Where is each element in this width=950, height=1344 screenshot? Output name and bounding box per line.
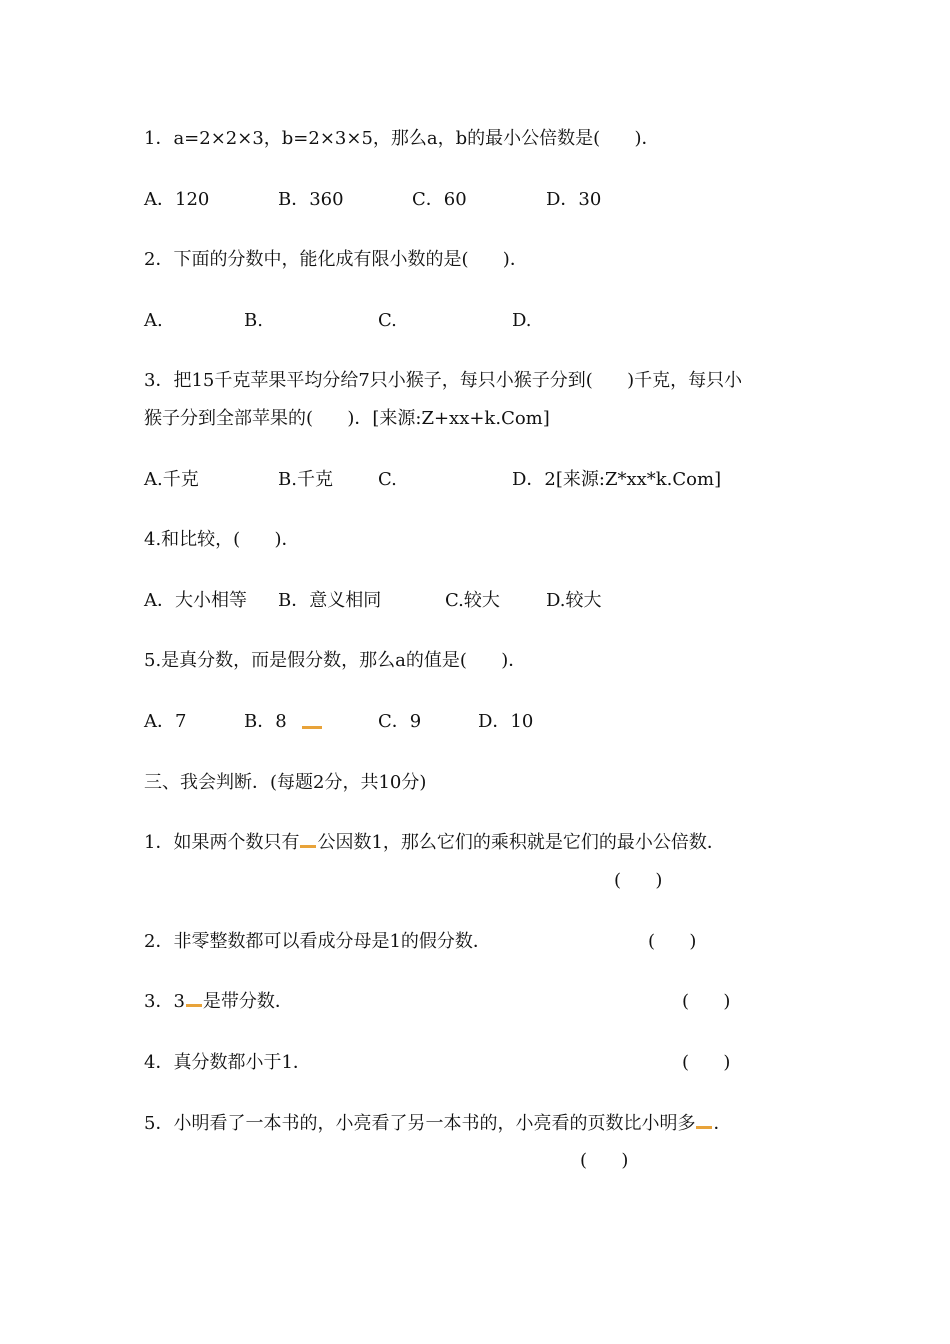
question-4-text: 4.和比较，( )． [144,529,300,550]
question-2-text: 2．下面的分数中，能化成有限小数的是( )． [144,249,528,270]
question-3-option-d: D．2[来源:Z*xx*k.Com] [512,469,722,490]
question-4-option-a: A．大小相等 [144,590,247,611]
judge-item-3 [144,990,293,1014]
judge-item-1-answer-blank: ( ) [614,870,663,891]
question-4-option-b: B．意义相同 [278,590,382,611]
question-1-option-d: D．30 [546,189,602,210]
question-4-option-d: D.较大 [546,590,602,611]
question-1-option-c: C．60 [412,189,467,210]
question-2-option-c: C. [378,310,397,331]
question-3-text-line-2: 猴子分到全部苹果的( )．[来源:Z+xx+k.Com] [144,408,550,429]
judge-item-3-before: 3．3 [144,991,185,1012]
judge-item-2: 2．非零整数都可以看成分母是1的假分数． [144,931,491,952]
judge-item-2-answer-blank: ( ) [648,931,697,952]
question-3-option-b: B.千克 [278,469,333,490]
judge-item-3-after: 是带分数． [202,991,293,1012]
question-1-option-b: B．360 [278,189,344,210]
question-4-option-c: C.较大 [445,590,500,611]
judge-item-3-answer-blank: ( ) [682,991,731,1012]
judge-item-4: 4．真分数都小于1． [144,1052,311,1073]
question-2-option-d: D. [512,310,532,331]
question-5-text: 5.是真分数，而是假分数，那么a的值是( )． [144,650,527,671]
judge-item-1 [144,831,725,855]
question-3-option-c: C. [378,469,397,490]
section-heading-judge: 三、我会判断．(每题2分，共10分) [144,772,427,793]
highlight-mark [300,845,316,848]
highlight-mark [696,1126,712,1129]
question-5-option-a: A．7 [144,711,187,732]
highlight-mark [302,726,322,729]
question-1-text: 1．a=2×2×3，b=2×3×5，那么a，b的最小公倍数是( )． [144,128,660,149]
question-3-option-a: A.千克 [144,469,199,490]
question-1-option-a: A．120 [144,189,210,210]
highlight-mark [186,1004,202,1007]
judge-item-5-after: ． [713,1113,732,1134]
judge-item-5-before: 5．小明看了一本书的，小亮看了另一本书的，小亮看的页数比小明多 [144,1113,696,1134]
judge-item-1-after: 公因数1，那么它们的乘积就是它们的最小公倍数． [317,832,725,853]
question-5-option-d: D．10 [478,711,534,732]
question-5-option-b: B．8 [244,711,287,732]
question-2-option-b: B. [244,310,263,331]
judge-item-5 [144,1112,731,1136]
judge-item-5-answer-blank: ( ) [580,1150,629,1171]
question-3-text-line-1: 3．把15千克苹果平均分给7只小猴子，每只小猴子分到( )千克，每只小 [144,370,743,391]
judge-item-1-before: 1．如果两个数只有 [144,832,300,853]
judge-item-4-answer-blank: ( ) [682,1052,731,1073]
question-2-option-a: A. [144,310,163,331]
question-5-option-c: C．9 [378,711,422,732]
